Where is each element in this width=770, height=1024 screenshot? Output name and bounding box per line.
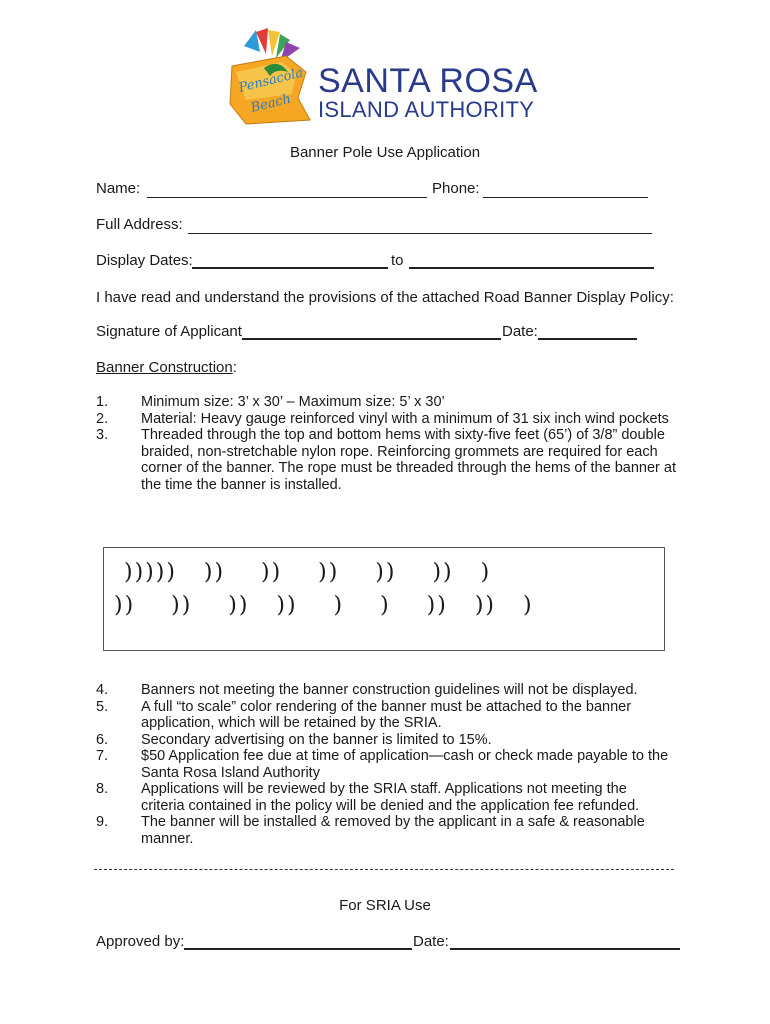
item-number: 6. xyxy=(96,731,109,748)
item-text: A full “to scale” color rendering of the banner must be attached to the banner application, which will be retained by the SRIA. xyxy=(141,698,632,731)
list-item xyxy=(96,411,676,428)
list-item xyxy=(96,682,671,699)
badge-text-2: Beach xyxy=(249,91,293,116)
acknowledgement-text: I have read and understand the provisions of the attached Road Banner Display Policy: xyxy=(96,289,674,306)
construction-list-top xyxy=(96,394,676,493)
org-name-line-1: SANTA ROSA xyxy=(318,62,538,100)
construction-list-bottom xyxy=(96,682,671,847)
item-text: Threaded through the top and bottom hems with sixty-five feet (65’) of 3/8” double braided, non-stretchable nylon rope. Reinforcing grommets are required for each corner of the banner. The rope must be threaded through the hems of the banner at the time the banner is installed. xyxy=(141,427,676,493)
item-text: Material: Heavy gauge reinforced vinyl with a minimum of 31 six inch wind pockets xyxy=(141,410,669,427)
approved-by-label: Approved by: xyxy=(96,933,185,950)
list-item xyxy=(96,732,671,749)
name-field[interactable] xyxy=(147,197,427,198)
section-divider xyxy=(94,869,674,870)
construction-heading-colon: : xyxy=(232,359,237,376)
list-item xyxy=(96,814,671,847)
item-number: 5. xyxy=(96,698,109,715)
signature-label: Signature of Applicant xyxy=(96,323,242,340)
item-text: $50 Application fee due at time of application—cash or check made payable to the Santa Rosa Island Authority xyxy=(141,748,669,781)
item-number: 2. xyxy=(96,410,109,427)
list-item xyxy=(96,748,671,781)
display-dates-label: Display Dates: xyxy=(96,252,193,269)
display-date-end-field[interactable] xyxy=(409,267,654,269)
name-label: Name: xyxy=(96,180,141,197)
construction-heading xyxy=(96,359,237,376)
item-number: 9. xyxy=(96,814,109,830)
banner-diagram xyxy=(103,547,665,651)
item-text: The banner will be installed & removed by the applicant in a safe & reasonable manner. xyxy=(141,814,645,847)
item-text: Minimum size: 3’ x 30’ – Maximum size: 5’ x 30’ xyxy=(141,394,445,410)
badge-text-1: Pensacola xyxy=(237,65,305,96)
item-number: 8. xyxy=(96,781,109,797)
page-title: Banner Pole Use Application xyxy=(289,144,481,161)
name-phone-row xyxy=(96,180,140,197)
sria-date-label: Date: xyxy=(413,933,449,950)
wind-pocket-row-top-icon: ))))) )) )) )) )) )) ) xyxy=(124,560,492,585)
phone-field[interactable] xyxy=(483,197,648,198)
item-number: 7. xyxy=(96,748,109,764)
display-dates-to: to xyxy=(391,252,404,269)
approved-by-field[interactable] xyxy=(184,948,412,950)
list-item xyxy=(96,781,671,814)
item-number: 1. xyxy=(96,394,109,410)
org-name-line-2: ISLAND AUTHORITY xyxy=(318,97,535,122)
display-date-start-field[interactable] xyxy=(192,267,388,269)
list-item xyxy=(96,394,676,411)
item-text: Banners not meeting the banner construction guidelines will not be displayed. xyxy=(141,682,638,698)
wind-pocket-row-bottom-icon: )) )) )) )) ) ) )) )) ) xyxy=(114,593,534,618)
sria-logo xyxy=(226,28,536,128)
address-label: Full Address: xyxy=(96,216,183,233)
item-text: Secondary advertising on the banner is limited to 15%. xyxy=(141,731,492,748)
list-item xyxy=(96,699,671,732)
item-number: 3. xyxy=(96,427,109,443)
signature-field[interactable] xyxy=(242,338,501,340)
item-number: 4. xyxy=(96,682,109,698)
signature-date-label: Date: xyxy=(502,323,538,340)
list-item xyxy=(96,427,676,493)
item-text: Applications will be reviewed by the SRIA staff. Applications not meeting the criteria contained in the policy will be denied and the application fee refunded. xyxy=(141,781,640,814)
pensacola-beach-badge-icon xyxy=(226,28,321,128)
phone-label: Phone: xyxy=(432,180,480,197)
signature-date-field[interactable] xyxy=(538,338,637,340)
construction-heading-text: Banner Construction xyxy=(96,359,233,376)
address-field[interactable] xyxy=(188,233,652,234)
sria-date-field[interactable] xyxy=(450,948,680,950)
sria-use-heading: For SRIA Use xyxy=(339,897,431,914)
